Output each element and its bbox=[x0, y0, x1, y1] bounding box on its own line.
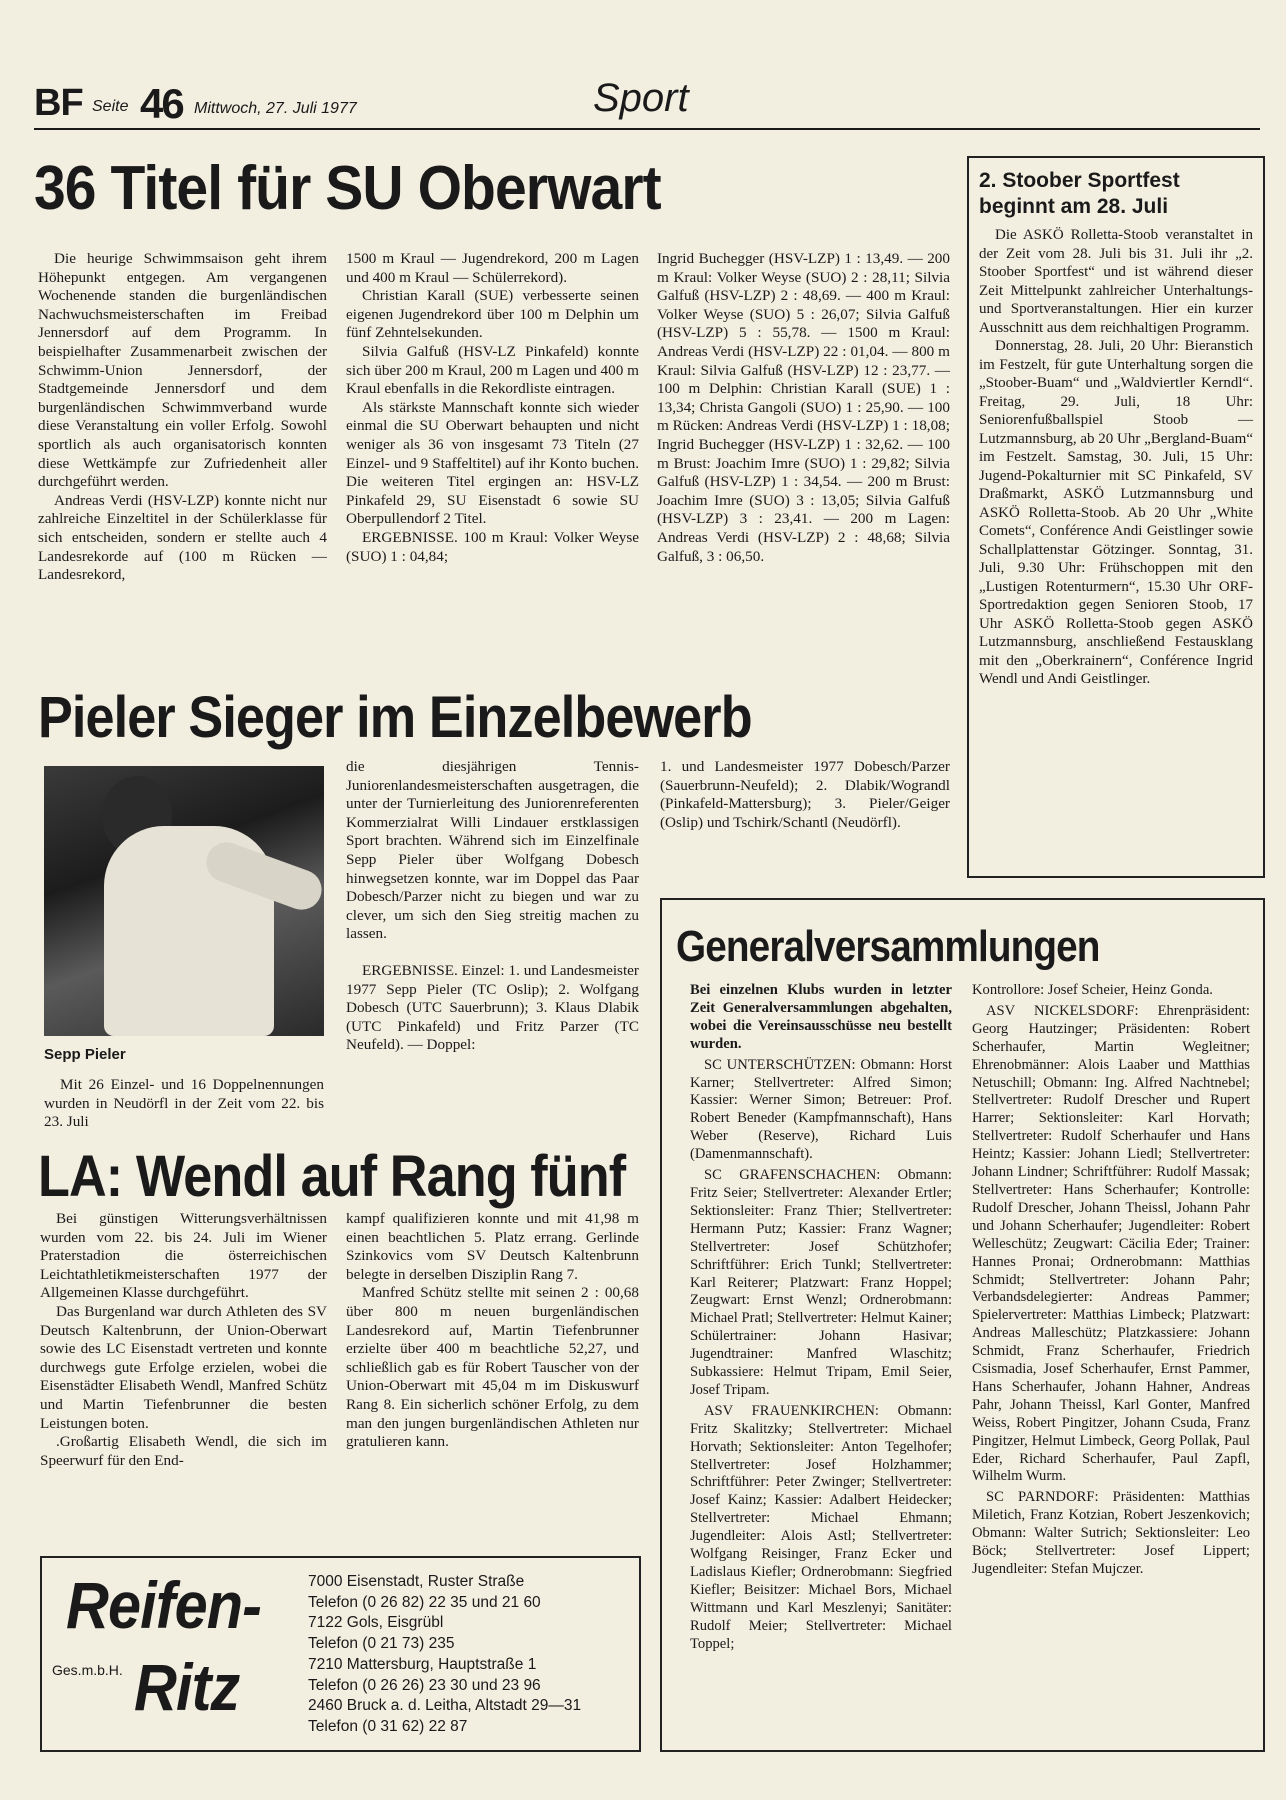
ad-address-line: 7000 Eisenstadt, Ruster Straße bbox=[308, 1573, 525, 1590]
generalversammlungen-title: Generalversammlungen bbox=[676, 922, 1100, 971]
section-title: Sport bbox=[593, 76, 689, 120]
sportfest-title: 2. Stoober Sportfest beginnt am 28. Juli bbox=[979, 169, 1180, 218]
article1-headline: 36 Titel für SU Oberwart bbox=[34, 154, 661, 223]
page-label: Seite bbox=[92, 98, 129, 115]
page-number: 46 bbox=[140, 80, 183, 127]
paragraph: Donnerstag, 28. Juli, 20 Uhr: Bieranstich im Festzelt, für gute Unterhaltung sorgen die „Stoober-Buam“ und „Waldviertler Kerndl“. Freitag, 29. Juli, 18 Uhr: Seniorenfußballspiel Stoob — Lutzmannsburg, ab 20 Uhr „Bergland-Buam“ im Festzelt. Samstag, 30. Juli, 15 Uhr: Jugend-Pokalturnier mit SC Pinkafeld, SV Draßmarkt, ASKÖ Lutzmannsburg und ASKÖ Rolletta-Stoob. Ab 20 Uhr „White Comets“, Conférence Andi Geistlinger sowie Schallplattenstar Götzinger. Sonntag, 31. Juli, 9.30 Uhr: Frühschoppen mit den „Lustigen Rotenturmern“, 15.30 Uhr ORF-Sportredaktion gegen Senioren Stoob, 17 Uhr ASKÖ Rolletta-Stoob gegen ASKÖ Lutzmannsburg, anschließend Festausklang mit den „Oberkrainern“, Conférence Ingrid Wendl und Andi Geistlinger. bbox=[979, 338, 1253, 687]
paragraph: Bei günstigen Witterungsverhältnissen wurden vom 22. bis 24. Juli im Wiener Praterstadion die österreichischen Leichtathletikmeisterschaften 1977 der Allgemeinen Klasse durchgeführt. bbox=[40, 1210, 327, 1302]
paragraph: Die ASKÖ Rolletta-Stoob veranstaltet in der Zeit vom 28. Juli bis 31. Juli ihr „2. Stoober Sportfest“ und ist während dieser Zeit Mittelpunkt zahlreicher Unterhaltungs- und Sportveranstaltungen. Hier ein kurzer Ausschnitt aus dem reichhaltigen Programm. bbox=[979, 227, 1253, 336]
article1-col2 bbox=[346, 250, 639, 566]
article2-col3 bbox=[660, 758, 950, 832]
photo-sepp-pieler bbox=[44, 766, 324, 1036]
article1-col3 bbox=[657, 250, 950, 566]
article2-col2 bbox=[346, 758, 639, 1055]
generalversammlungen-box bbox=[660, 898, 1265, 1752]
ad-company-suffix: Ges.m.b.H. bbox=[52, 1662, 123, 1678]
club-entry: SC GRAFENSCHACHEN: Obmann: Fritz Seier; Stellvertreter: Alexander Ertler; Sektionsleiter: Franz Thier; Stellvertreter: Hermann Putz; Kassier: Franz Wagner; Stellvertreter: Josef Schützhofer; Schriftführer: Erich Tunkl; Stellvertreter: Karl Reiterer; Platzwart: Franz Hoppel; Zeugwart: Ernst Wenzl; Ordnerobmann: Michael Pratl; Stellvertreter: Helmut Kainer; Schülertrainer: Johann Hasivar; Jugendtrainer: Manfred Wlaschitz; Subkassiere: Helmut Tripam, Emil Seier, Josef Tripam. bbox=[690, 1167, 952, 1398]
issue-date: Mittwoch, 27. Juli 1977 bbox=[194, 100, 357, 117]
ad-phone-line: Telefon (0 31 62) 22 87 bbox=[308, 1717, 468, 1735]
reifen-ritz-ad bbox=[40, 1556, 641, 1752]
club-entry: ASV FRAUENKIRCHEN: Obmann: Fritz Skalitzky; Stellvertreter: Michael Horvath; Sektionsleiter: Anton Tegelhofer; Stellvertreter: Josef Holzhammer; Schriftführer: Peter Zwinger; Stellvertreter: Josef Kainz; Kassier: Adalbert Heidecker; Stellvertreter: Michael Ehmann; Jugendleiter: Alois Astl; Stellvertreter: Wolfgang Reisinger, Franz Ecker und Ladislaus Kiefler; Ordnerobmann: Siegfried Kiefler; Beisitzer: Michael Bors, Michael Wittmann und Karl Meszlenyi; Sanitäter: Rudolf Meier; Stellvertreter: Michael Toppel; bbox=[690, 1402, 952, 1652]
paragraph: Ingrid Buchegger (HSV-LZP) 1 : 13,49. — 200 m Kraul: Volker Weyse (SUO) 2 : 28,11; Silvia Galfuß (HSV-LZP) 2 : 48,69. — 400 m Kraul: Volker Weyse (SUO) 5 : 26,07; Silvia Galfuß (HSV-LZP) 5 : 55,78. — 1500 m Kraul: Andreas Verdi (HSV-LZP) 22 : 01,04. — 800 m Kraul: Silvia Galfuß (HSV-LZP) 12 : 23,77. — 100 m Delphin: Christian Karall (SUE) 1 : 13,34; Christa Gangoli (SUO) 1 : 25,90. — 100 m Rücken: Andreas Verdi (HSV-LZP) 1 : 18,08; Ingrid Buchegger (HSV-LZP) 1 : 32,62. — 100 m Brust: Joachim Imre (SUO) 1 : 29,82; Silvia Galfuß (HSV-LZP) 1 : 34,54. — 200 m Brust: Joachim Imre (SUO) 3 : 13,05; Silvia Galfuß (HSV-LZP) 3 : 23,41. — 200 m Lagen: Andreas Verdi (HSV-LZP) 2 : 48,68; Silvia Galfuß, 3 : 06,50. bbox=[657, 250, 950, 565]
paragraph: Als stärkste Mannschaft konnte sich wieder einmal die SU Oberwart behaupten und nicht weniger als 36 von insgesamt 73 Titeln (27 Einzel- und 9 Staffeltitel) auf ihr Konto buchen. Die weiteren Titel ergingen an: HSV-LZ Pinkafeld 29, SU Eisenstadt 6 sowie SU Oberpullendorf 2 Titel. bbox=[346, 398, 639, 528]
ad-phone-line: Telefon (0 21 73) 235 bbox=[308, 1635, 455, 1653]
paper-logo: BF bbox=[34, 82, 83, 124]
club-entry: ASV NICKELSDORF: Ehrenpräsident: Georg Hautzinger; Präsidenten: Robert Scherhaufer, Martin Wegleitner; Ehrenobmänner: Alois Laaber und Matthias Netuschill; Obmann: Ing. Alfred Nachtnebel; Stellvertreter: Rudolf Drescher und Rupert Harrer; Sektionsleiter: Karl Horvath; Stellvertreter: Rudolf Scherhaufer und Hans Heintz; Kassier: Johann Liedl; Stellvertreter: Johann Lindner; Schriftführer: Rudolf Massak; Stellvertreter: Hans Scherhaufer; Kontrolle: Rudolf Drescher, Johann Theissl, Johann Pahr und Johann Scherhaufer; Jugendleiter: Robert Welleschütz; Zeugwart: Cäcilia Eder; Trainer: Hannes Pronai; Ordnerobmann: Matthias Schmidt; Stellvertreter: Johann Pahr; Verbandsdelegierter: Andreas Pammer; Spielervertreter: Matthias Limbeck; Platzwart: Andreas Malleschütz; Platzkassiere: Johann Schmidt, Franz Scherhaufer, Friedrich Csismadia, Josef Scherhaufer, Ernst Pammer, Hans Scherhaufer, Johann Hahner, Andreas Pahr, Johann Theissl, Karl Gonter, Manfred Weiss, Robert Pingitzer, Johann Csuda, Franz Pingitzer, Helmut Limbeck, Georg Pollak, Paul Eder, Richard Scherhaufer, Paul Zapfl, Wilhelm Wurm. bbox=[972, 1002, 1250, 1485]
paragraph: Das Burgenland war durch Athleten des SV Deutsch Kaltenbrunn, der Union-Oberwart sowie des LC Eisenstadt vertreten und konnte durchwegs gute Erfolge erzielen, wobei die Eisenstädter Elisabeth Wendl, Manfred Schütz und Martin Tiefenbrunner die besten Leistungen boten. bbox=[40, 1302, 327, 1432]
ad-name-line2: Ritz bbox=[134, 1650, 240, 1724]
ad-addresses bbox=[308, 1572, 633, 1738]
sportfest-box bbox=[967, 156, 1265, 878]
paragraph: ERGEBNISSE. Einzel: 1. und Landesmeister 1977 Sepp Pieler (TC Oslip); 2. Wolfgang Dobesch (UTC Sauerbrunn); 3. Klaus Dlabik (UTC Pinkafeld) und Fritz Parzer (TC Neufeld). — Doppel: bbox=[346, 961, 639, 1054]
club-entry: SC UNTERSCHÜTZEN: Obmann: Horst Karner; Stellvertreter: Alfred Simon; Kassier: Werner Simon; Betreuer: Prof. Robert Beneder (Kampfmannschaft), Hans Weber (Reserve), Richard Luis (Damenmannschaft). bbox=[690, 1056, 952, 1163]
club-entry: Kontrollore: Josef Scheier, Heinz Gonda. bbox=[972, 982, 1213, 998]
ad-phone-line: Telefon (0 26 26) 23 30 und 23 96 bbox=[308, 1676, 541, 1694]
masthead-rule bbox=[34, 128, 1260, 130]
generalversammlungen-col1 bbox=[690, 982, 952, 1657]
paragraph: 1. und Landesmeister 1977 Dobesch/Parzer (Sauerbrunn-Neufeld); 2. Dlabik/Wograndl (Pinkafeld-Mattersburg); 3. Pieler/Geiger (Oslip) und Tschirk/Schantl (Neudörfl). bbox=[660, 758, 950, 831]
paragraph: Manfred Schütz stellte mit seinen 2 : 00,68 über 800 m neuen burgenländischen Landesrekord auf, Martin Tiefenbrunner erzielte über 400 m beachtliche 52,27, und schließlich gab es für Robert Tauscher von der Union-Oberwart mit 45,04 m im Diskuswurf Rang 8. Ein sicherlich schöner Erfolg, zu dem man den jungen burgenländischen Athleten nur gratulieren kann. bbox=[346, 1284, 639, 1451]
paragraph: Silvia Galfuß (HSV-LZ Pinkafeld) konnte sich über 200 m Kraul, 200 m Lagen und 400 m Kraul ebenfalls in die Rekordliste eintragen. bbox=[346, 342, 639, 398]
paragraph: 1500 m Kraul — Jugendrekord, 200 m Lagen und 400 m Kraul — Schülerrekord). bbox=[346, 250, 639, 286]
paragraph: Die heurige Schwimmsaison geht ihrem Höhepunkt entgegen. Am vergangenen Wochenende standen die burgenländischen Nachwuchsmeisterschaften im Freibad Jennersdorf auf dem Programm. In beispielhafter Zusammenarbeit zwischen der Schwimm-Union Jennersdorf, der Stadtgemeinde Jennersdorf und dem burgenländischen Schwimmverband wurde diese Veranstaltung ein voller Erfolg. Sowohl sportlich als auch organisatorisch konnten diese Wettkämpfe zur Zufriedenheit aller durchgeführt werden. bbox=[38, 250, 327, 491]
ad-address-line: 7122 Gols, Eisgrübl bbox=[308, 1614, 444, 1632]
paragraph: .Großartig Elisabeth Wendl, die sich im Speerwurf für den End- bbox=[40, 1433, 327, 1469]
article3-col1 bbox=[40, 1210, 327, 1470]
paragraph: die diesjährigen Tennis-Juniorenlandesmeisterschaften ausgetragen, die unter der Turnierleitung des Juniorenreferenten Kommerzialrat Willi Lindauer erstklassigen Sport brachten. Während sich im Einzelfinale Sepp Pieler über Wolfgang Dobesch hinwegsetzen konnte, war im Doppel das Paar Dobesch/Parzer nicht zu biegen und war zu clever, um sich den Sieg streitig machen zu lassen. bbox=[346, 758, 639, 943]
generalversammlungen-col2 bbox=[972, 982, 1250, 1582]
ad-address-line: 7210 Mattersburg, Hauptstraße 1 bbox=[308, 1655, 537, 1673]
ad-address-line: 2460 Bruck a. d. Leitha, Altstadt 29—31 bbox=[308, 1697, 582, 1715]
paragraph: Bei einzelnen Klubs wurden in letzter Zeit Generalversammlungen abgehalten, wobei die Vereinsausschüsse neu bestellt wurden. bbox=[690, 982, 952, 1052]
paragraph: Andreas Verdi (HSV-LZP) konnte nicht nur zahlreiche Einzeltitel in der Schülerklasse für sich entscheiden, sondern er stellte auch 4 Landesrekorde auf (100 m Rücken — Landesrekord, bbox=[38, 491, 327, 584]
paragraph: kampf qualifizieren konnte und mit 41,98 m einen beachtlichen 5. Platz errang. Gerlinde Szinkovics vom SV Deutsch Kaltenbrunn belegte in derselben Disziplin Rang 7. bbox=[346, 1210, 639, 1283]
article3-headline: LA: Wendl auf Rang fünf bbox=[38, 1144, 626, 1209]
article2-headline: Pieler Sieger im Einzelbewerb bbox=[38, 685, 752, 750]
ad-name-line1: Reifen- bbox=[66, 1568, 262, 1642]
photo-caption: Sepp Pieler bbox=[44, 1046, 126, 1063]
article3-col2 bbox=[346, 1210, 639, 1452]
paragraph: Christian Karall (SUE) verbesserte seinen eigenen Jugendrekord über 100 m Delphin um fünf Zehntelsekunden. bbox=[346, 287, 639, 342]
paragraph: Mit 26 Einzel- und 16 Doppelnennungen wurden in Neudörfl in der Zeit vom 22. bis 23. Juli bbox=[44, 1076, 324, 1131]
paragraph: ERGEBNISSE. 100 m Kraul: Volker Weyse (SUO) 1 : 04,84; bbox=[346, 528, 639, 565]
club-entry: SC PARNDORF: Präsidenten: Matthias Miletich, Franz Kotzian, Robert Jeszenkovich; Obmann: Walter Sutrich; Sektionsleiter: Leo Böck; Stellvertreter: Josef Lippert; Jugendleiter: Stefan Mujczer. bbox=[972, 1489, 1250, 1577]
article2-col1 bbox=[44, 1076, 324, 1132]
sportfest-text bbox=[979, 226, 1253, 689]
article1-col1 bbox=[38, 250, 327, 585]
ad-phone-line: Telefon (0 26 82) 22 35 und 21 60 bbox=[308, 1593, 541, 1611]
